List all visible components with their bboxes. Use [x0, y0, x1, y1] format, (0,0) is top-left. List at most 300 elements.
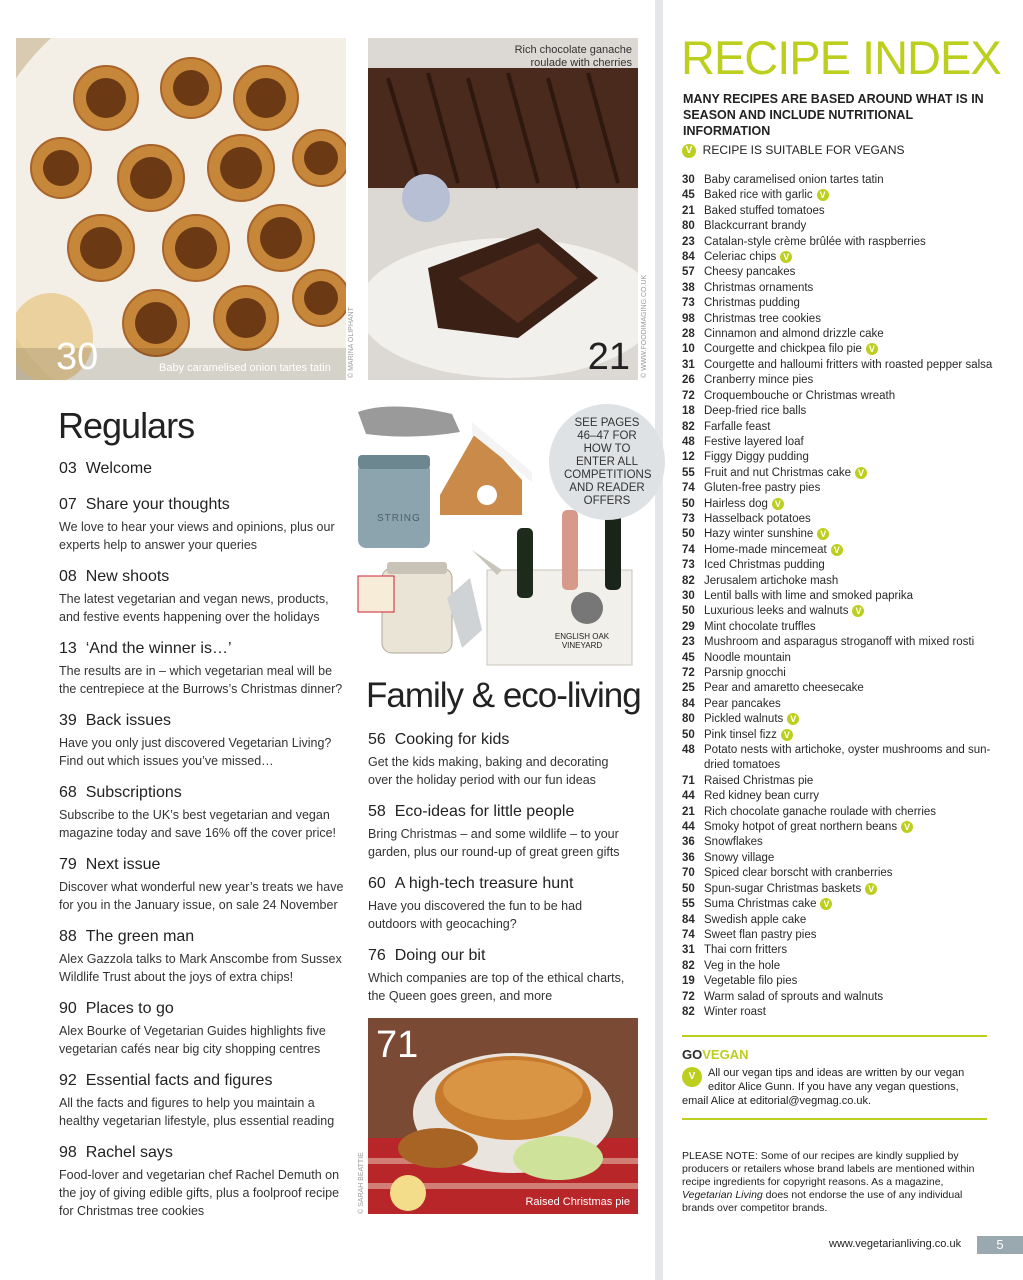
recipe-page: 73 — [682, 297, 695, 310]
recipe-entry[interactable] — [682, 420, 1002, 435]
recipe-page: 19 — [682, 975, 695, 988]
vegan-v-icon: V — [817, 189, 829, 201]
recipe-name — [704, 882, 1002, 897]
recipe-name-text: Fruit and nut Christmas cake — [704, 466, 852, 479]
recipe-entry[interactable] — [682, 974, 1002, 989]
regular-item[interactable] — [59, 640, 349, 712]
regular-item[interactable] — [59, 1000, 349, 1072]
recipe-entry[interactable] — [682, 697, 1002, 712]
recipe-name — [704, 712, 1002, 727]
recipe-name-text: Cheesy pancakes — [704, 266, 796, 279]
recipe-page: 50 — [682, 728, 695, 741]
roulade-photo — [368, 38, 638, 380]
recipe-name-text: Courgette and chickpea filo pie — [704, 343, 862, 356]
regular-item[interactable] — [59, 460, 349, 496]
item-title: A high-tech treasure hunt — [394, 875, 574, 892]
recipe-name — [704, 358, 1002, 373]
please-note — [682, 1150, 990, 1215]
recipe-index-title: RECIPE INDEX — [681, 31, 1001, 84]
recipe-entry[interactable] — [682, 604, 1002, 619]
recipe-page: 70 — [682, 867, 695, 880]
recipe-name — [704, 204, 1002, 219]
recipe-entry[interactable] — [682, 959, 1002, 974]
recipe-page: 45 — [682, 189, 695, 202]
recipe-name — [704, 635, 1002, 650]
recipe-entry[interactable] — [682, 897, 1002, 912]
vegan-v-icon: V — [865, 883, 877, 895]
recipe-page: 21 — [682, 204, 695, 217]
recipe-name-text: Lentil balls with lime and smoked paprika — [704, 589, 914, 602]
recipe-name — [704, 342, 1002, 357]
recipe-entry[interactable] — [682, 943, 1002, 958]
recipe-name — [704, 943, 1002, 958]
recipe-name — [704, 789, 1002, 804]
recipe-name — [704, 219, 1002, 234]
recipe-name-text: Potato nests with artichoke, oyster mushrooms and sun-dried tomatoes — [704, 744, 991, 772]
recipe-entry[interactable] — [682, 497, 1002, 512]
recipe-name-text: Raised Christmas pie — [704, 774, 814, 787]
recipe-name-text: Baked rice with garlic — [704, 189, 813, 202]
family-item[interactable] — [368, 803, 628, 875]
recipe-page: 45 — [682, 651, 695, 664]
column-divider — [655, 0, 663, 1280]
recipe-entry[interactable] — [682, 913, 1002, 928]
recipe-entry[interactable] — [682, 851, 1002, 866]
recipe-entry[interactable] — [682, 928, 1002, 943]
recipe-name — [704, 512, 1002, 527]
recipe-name-text: Cranberry mince pies — [704, 374, 814, 387]
regular-item[interactable] — [59, 1144, 349, 1224]
govegan-go: GO — [682, 1047, 703, 1062]
recipe-page: 12 — [682, 451, 695, 464]
recipe-name-text: Catalan-style crème brûlée with raspberries — [704, 235, 926, 248]
recipe-entry[interactable] — [682, 527, 1002, 542]
recipe-entry[interactable] — [682, 820, 1002, 835]
recipe-entry[interactable] — [682, 882, 1002, 897]
recipe-name-text: Warm salad of sprouts and walnuts — [704, 990, 884, 1003]
recipe-name — [704, 497, 1002, 512]
recipe-entry[interactable] — [682, 789, 1002, 804]
govegan-vegan: VEGAN — [702, 1047, 749, 1062]
item-page: 92 — [59, 1072, 77, 1089]
vineyard-label: ENGLISH OAK VINEYARD — [554, 632, 610, 650]
recipe-page: 30 — [682, 589, 695, 602]
recipe-name — [704, 450, 1002, 465]
recipe-page: 48 — [682, 435, 695, 448]
item-desc: Alex Bourke of Vegetarian Guides highlights five vegetarian cafés near big city shopping centres — [59, 1024, 326, 1056]
recipe-entry[interactable] — [682, 204, 1002, 219]
recipe-entry[interactable] — [682, 512, 1002, 527]
family-item[interactable] — [368, 731, 628, 803]
recipe-entry[interactable] — [682, 296, 1002, 311]
recipe-entry[interactable] — [682, 389, 1002, 404]
recipe-name — [704, 404, 1002, 419]
item-desc: Alex Gazzola talks to Mark Anscombe from Sussex Wildlife Trust about the joys of extra chips! — [59, 952, 342, 984]
recipe-name-text: Pickled walnuts — [704, 713, 784, 726]
recipe-page: 72 — [682, 389, 695, 402]
vegan-v-icon: V — [852, 605, 864, 617]
govegan-text: All our vegan tips and ideas are written by our vegan editor Alice Gunn. If you have any vegan questions, email Alice at editorial@vegmag.co.uk. — [682, 1067, 965, 1107]
recipe-page: 82 — [682, 959, 695, 972]
recipe-name — [704, 651, 1002, 666]
item-page: 60 — [368, 875, 386, 892]
item-page: 13 — [59, 640, 77, 657]
recipe-name — [704, 589, 1002, 604]
recipe-name-text: Parsnip gnocchi — [704, 667, 786, 679]
recipe-page: 72 — [682, 990, 695, 1003]
item-title: Essential facts and figures — [85, 1072, 273, 1089]
recipe-name-text: Baby caramelised onion tartes tatin — [704, 174, 884, 186]
recipe-name — [704, 527, 1002, 542]
recipe-name — [704, 543, 1002, 558]
recipe-page: 82 — [682, 574, 695, 587]
item-title: Subscriptions — [85, 784, 182, 801]
recipe-name — [704, 928, 1002, 943]
item-page: 68 — [59, 784, 77, 801]
recipe-name — [704, 805, 1002, 820]
recipe-name — [704, 866, 1002, 881]
recipe-entry[interactable] — [682, 712, 1002, 727]
recipe-name — [704, 373, 1002, 388]
vegan-v-icon: V — [855, 467, 867, 479]
item-desc: The results are in – which vegetarian meal will be the centrepiece at the Burrows’s Christmas dinner? — [59, 664, 343, 696]
recipe-entry[interactable] — [682, 805, 1002, 820]
recipe-page: 26 — [682, 374, 695, 387]
recipe-name-text: Vegetable filo pies — [704, 975, 798, 988]
recipe-entry[interactable] — [682, 265, 1002, 280]
recipe-page: 50 — [682, 528, 695, 541]
recipe-entry[interactable] — [682, 543, 1002, 558]
family-item[interactable] — [368, 947, 628, 1019]
recipe-page: 25 — [682, 682, 695, 695]
recipe-name — [704, 173, 1002, 188]
note-magazine-name: Vegetarian Living — [682, 1189, 763, 1201]
recipe-name-text: Gluten-free pastry pies — [704, 482, 821, 495]
vegan-v-icon: V — [820, 898, 832, 910]
recipe-name — [704, 990, 1002, 1005]
vegan-v-icon: V — [682, 144, 696, 158]
recipe-page: 57 — [682, 266, 695, 279]
recipe-entry[interactable] — [682, 358, 1002, 373]
footer-url[interactable]: www.vegetarianliving.co.uk — [829, 1238, 962, 1250]
recipe-page: 21 — [682, 805, 695, 818]
recipe-name — [704, 681, 1002, 696]
recipe-name — [704, 188, 1002, 203]
recipe-entry[interactable] — [682, 990, 1002, 1005]
recipe-name — [704, 558, 1002, 573]
recipe-page: 30 — [682, 174, 695, 186]
recipe-name-text: Hazy winter sunshine — [704, 528, 814, 541]
recipe-name-text: Pear pancakes — [704, 697, 781, 710]
recipe-name-text: Farfalle feast — [704, 420, 771, 433]
recipe-name — [704, 666, 1002, 681]
recipe-name — [704, 728, 1002, 743]
recipe-name-text: Hasselback potatoes — [704, 512, 811, 525]
recipe-page: 36 — [682, 836, 695, 849]
item-page: 56 — [368, 731, 386, 748]
recipe-entry[interactable] — [682, 435, 1002, 450]
regular-item[interactable] — [59, 784, 349, 856]
vegan-key-text: RECIPE IS SUITABLE FOR VEGANS — [702, 143, 905, 157]
recipe-page: 73 — [682, 559, 695, 572]
recipe-index-list — [682, 173, 1002, 1020]
recipe-name-text: Christmas pudding — [704, 297, 800, 310]
recipe-name-text: Spiced clear borscht with cranberries — [704, 867, 893, 880]
recipe-page: 72 — [682, 667, 695, 679]
item-desc: We love to hear your views and opinions, plus our experts help to answer your queries — [59, 520, 335, 552]
recipe-entry[interactable] — [682, 574, 1002, 589]
family-heading: Family & eco-living — [366, 676, 641, 715]
item-page: 90 — [59, 1000, 77, 1017]
recipe-entry[interactable] — [682, 235, 1002, 250]
roulade-illustration — [368, 38, 638, 380]
recipe-name-text: Hairless dog — [704, 497, 768, 510]
recipe-entry[interactable] — [682, 450, 1002, 465]
recipe-page: 74 — [682, 543, 695, 556]
recipe-entry[interactable] — [682, 835, 1002, 850]
govegan-top-rule — [682, 1035, 987, 1037]
item-page: 58 — [368, 803, 386, 820]
recipe-page: 29 — [682, 620, 695, 633]
recipe-name-text: Christmas tree cookies — [704, 312, 821, 325]
recipe-entry[interactable] — [682, 342, 1002, 357]
recipe-entry[interactable] — [682, 589, 1002, 604]
recipe-name — [704, 913, 1002, 928]
vegan-v-icon: V — [781, 729, 793, 741]
recipe-entry[interactable] — [682, 651, 1002, 666]
recipe-page: 84 — [682, 913, 695, 926]
recipe-name — [704, 851, 1002, 866]
item-desc: All the facts and figures to help you maintain a healthy vegetarian lifestyle, plus essential reading — [59, 1096, 335, 1128]
recipe-entry[interactable] — [682, 1005, 1002, 1020]
item-page: 07 — [59, 496, 77, 513]
recipe-name — [704, 327, 1002, 342]
item-title: Next issue — [85, 856, 161, 873]
vegan-v-icon: V — [787, 713, 799, 725]
vegan-v-icon: V — [866, 343, 878, 355]
recipe-page: 50 — [682, 882, 695, 895]
recipe-page: 74 — [682, 482, 695, 495]
recipe-page: 50 — [682, 605, 695, 618]
recipe-name-text: Mushroom and asparagus stroganoff with mixed rosti — [704, 636, 975, 649]
recipe-name-text: Thai corn fritters — [704, 944, 788, 957]
recipe-entry[interactable] — [682, 635, 1002, 650]
recipe-entry[interactable] — [682, 558, 1002, 573]
recipe-entry[interactable] — [682, 866, 1002, 881]
item-page: 88 — [59, 928, 77, 945]
recipe-name-text: Swedish apple cake — [704, 913, 807, 926]
regular-item[interactable] — [59, 1072, 349, 1144]
recipe-name — [704, 820, 1002, 835]
regulars-list — [59, 460, 349, 1224]
recipe-name — [704, 1005, 1002, 1020]
recipe-page: 84 — [682, 251, 695, 264]
govegan-heading — [682, 1047, 748, 1062]
item-desc: Have you discovered the fun to be had outdoors with geocaching? — [368, 899, 583, 931]
item-title: Welcome — [85, 460, 153, 477]
tartes-photo — [16, 38, 346, 380]
recipe-name — [704, 265, 1002, 280]
recipe-name-text: Deep-fried rice balls — [704, 405, 807, 418]
regular-item[interactable] — [59, 712, 349, 784]
recipe-name-text: Home-made mincemeat — [704, 543, 827, 556]
recipe-page: 98 — [682, 312, 695, 325]
pie-caption: Raised Christmas pie — [525, 1196, 630, 1208]
recipe-page: 73 — [682, 512, 695, 525]
item-title: Back issues — [85, 712, 172, 729]
family-item[interactable] — [368, 875, 628, 947]
recipe-entry[interactable] — [682, 373, 1002, 388]
recipe-name — [704, 697, 1002, 712]
recipe-page: 31 — [682, 944, 695, 957]
recipe-entry[interactable] — [682, 173, 1002, 188]
item-desc: Subscribe to the UK’s best vegetarian and vegan magazine today and save 16% off the cover price! — [59, 808, 337, 840]
recipe-name — [704, 481, 1002, 496]
pie-page-number: 71 — [376, 1024, 419, 1066]
item-title: Rachel says — [85, 1144, 173, 1161]
recipe-entry[interactable] — [682, 404, 1002, 419]
recipe-entry[interactable] — [682, 188, 1002, 203]
recipe-name — [704, 897, 1002, 912]
recipe-page: 71 — [682, 774, 695, 787]
recipe-page: 31 — [682, 358, 695, 371]
recipe-page: 38 — [682, 281, 695, 294]
item-page: 03 — [59, 460, 77, 477]
recipe-name-text: Jerusalem artichoke mash — [704, 574, 839, 587]
recipe-page: 48 — [682, 744, 695, 757]
item-desc: Bring Christmas – and some wildlife – to your garden, plus our round-up of great green gifts — [368, 827, 620, 859]
vegan-v-icon: V — [831, 544, 843, 556]
recipe-entry[interactable] — [682, 250, 1002, 265]
recipe-name-text: Pink tinsel fizz — [704, 728, 777, 741]
recipe-page: 55 — [682, 898, 695, 911]
recipe-entry[interactable] — [682, 728, 1002, 743]
recipe-name-text: Blackcurrant brandy — [704, 220, 807, 233]
roulade-credit: © WWW.FOODIMAGING.CO.UK — [641, 274, 648, 378]
recipe-name — [704, 420, 1002, 435]
recipe-name — [704, 435, 1002, 450]
pie-credit: © SARAH BEATTIE — [358, 1152, 365, 1214]
recipe-name — [704, 574, 1002, 589]
recipe-name-text: Snowflakes — [704, 836, 763, 849]
item-page: 79 — [59, 856, 77, 873]
recipe-page: 84 — [682, 697, 695, 710]
item-desc: The latest vegetarian and vegan news, products, and festive events happening over the holidays — [59, 592, 329, 624]
recipe-name-text: Winter roast — [704, 1005, 766, 1018]
recipe-entry[interactable] — [682, 743, 1002, 774]
regular-item[interactable] — [59, 928, 349, 1000]
vegan-key — [682, 143, 905, 158]
regular-item[interactable] — [59, 856, 349, 928]
recipe-page: 50 — [682, 497, 695, 510]
recipe-name — [704, 620, 1002, 635]
recipe-name-text: Sweet flan pastry pies — [704, 928, 817, 941]
vegan-v-icon: V — [772, 498, 784, 510]
recipe-name-text: Festive layered loaf — [704, 435, 804, 448]
item-desc: Food-lover and vegetarian chef Rachel Demuth on the joy of giving edible gifts, plus a foolproof recipe for Christmas tree cookies — [59, 1168, 340, 1218]
note-text-after: does not endorse the use of any individual brands over competitor brands. — [682, 1189, 963, 1214]
tin-label: STRING — [377, 513, 421, 524]
item-desc: Have you only just discovered Vegetarian Living? Find out which issues you’ve missed… — [59, 736, 332, 768]
recipe-name-text: Croquembouche or Christmas wreath — [704, 389, 896, 402]
recipe-entry[interactable] — [682, 481, 1002, 496]
recipe-name — [704, 466, 1002, 481]
regular-item[interactable] — [59, 496, 349, 568]
recipe-name — [704, 235, 1002, 250]
recipe-name — [704, 281, 1002, 296]
recipe-entry[interactable] — [682, 666, 1002, 681]
recipe-page: 55 — [682, 466, 695, 479]
item-title: Share your thoughts — [85, 496, 230, 513]
item-page: 98 — [59, 1144, 77, 1161]
recipe-page: 23 — [682, 636, 695, 649]
item-title: Cooking for kids — [394, 731, 510, 748]
recipe-name-text: Rich chocolate ganache roulade with cherries — [704, 805, 937, 818]
recipe-name-text: Mint chocolate truffles — [704, 620, 816, 633]
recipe-page: 36 — [682, 851, 695, 864]
recipe-entry[interactable] — [682, 219, 1002, 234]
page-number: 5 — [977, 1236, 1023, 1254]
govegan-text-block — [682, 1066, 987, 1108]
recipe-name-text: Courgette and halloumi fritters with roasted pepper salsa — [704, 358, 993, 371]
recipe-entry[interactable] — [682, 327, 1002, 342]
regular-item[interactable] — [59, 568, 349, 640]
recipe-entry[interactable] — [682, 281, 1002, 296]
recipe-name-text: Celeriac chips — [704, 251, 777, 264]
roulade-caption: Rich chocolate ganache roulade with cherries — [514, 44, 632, 69]
recipe-page: 44 — [682, 821, 695, 834]
pie-photo — [368, 1018, 638, 1214]
recipe-page: 18 — [682, 405, 695, 418]
vegan-v-icon: V — [817, 528, 829, 540]
recipe-name-text: Spun-sugar Christmas baskets — [704, 882, 862, 895]
recipe-name — [704, 774, 1002, 789]
item-page: 39 — [59, 712, 77, 729]
note-text-before: PLEASE NOTE: Some of our recipes are kindly supplied by producers or retailers whose brand labels are mentioned within recipe ingredients for copyright reasons. As a magazine, — [682, 1150, 975, 1188]
item-title: Doing our bit — [394, 947, 486, 964]
recipe-name-text: Veg in the hole — [704, 959, 781, 972]
roulade-page-number: 21 — [587, 336, 630, 378]
item-title: ‘And the winner is…’ — [85, 640, 232, 657]
recipe-name-text: Baked stuffed tomatoes — [704, 204, 825, 217]
recipe-page: 44 — [682, 790, 695, 803]
recipe-name-text: Red kidney bean curry — [704, 790, 820, 803]
competitions-bubble[interactable] — [549, 404, 665, 520]
tartes-page-number: 30 — [56, 336, 99, 378]
recipe-entry[interactable] — [682, 312, 1002, 327]
recipe-name-text: Figgy Diggy pudding — [704, 451, 809, 464]
govegan-v-icon: V — [682, 1067, 702, 1087]
tartes-illustration — [16, 38, 346, 380]
recipe-name — [704, 389, 1002, 404]
recipe-name-text: Luxurious leeks and walnuts — [704, 605, 849, 618]
govegan-bottom-rule — [682, 1118, 987, 1120]
item-title: New shoots — [85, 568, 170, 585]
recipe-name-text: Pear and amaretto cheesecake — [704, 682, 864, 695]
recipe-page: 82 — [682, 420, 695, 433]
recipe-entry[interactable] — [682, 466, 1002, 481]
recipe-entry[interactable] — [682, 774, 1002, 789]
recipe-entry[interactable] — [682, 620, 1002, 635]
item-title: Places to go — [85, 1000, 174, 1017]
recipe-page: 80 — [682, 713, 695, 726]
recipe-name-text: Smoky hotpot of great northern beans — [704, 821, 898, 834]
recipe-name — [704, 835, 1002, 850]
recipe-name — [704, 974, 1002, 989]
vegan-v-icon: V — [901, 821, 913, 833]
recipe-entry[interactable] — [682, 681, 1002, 696]
tartes-credit: © MARINA OLIPHANT — [348, 307, 355, 378]
